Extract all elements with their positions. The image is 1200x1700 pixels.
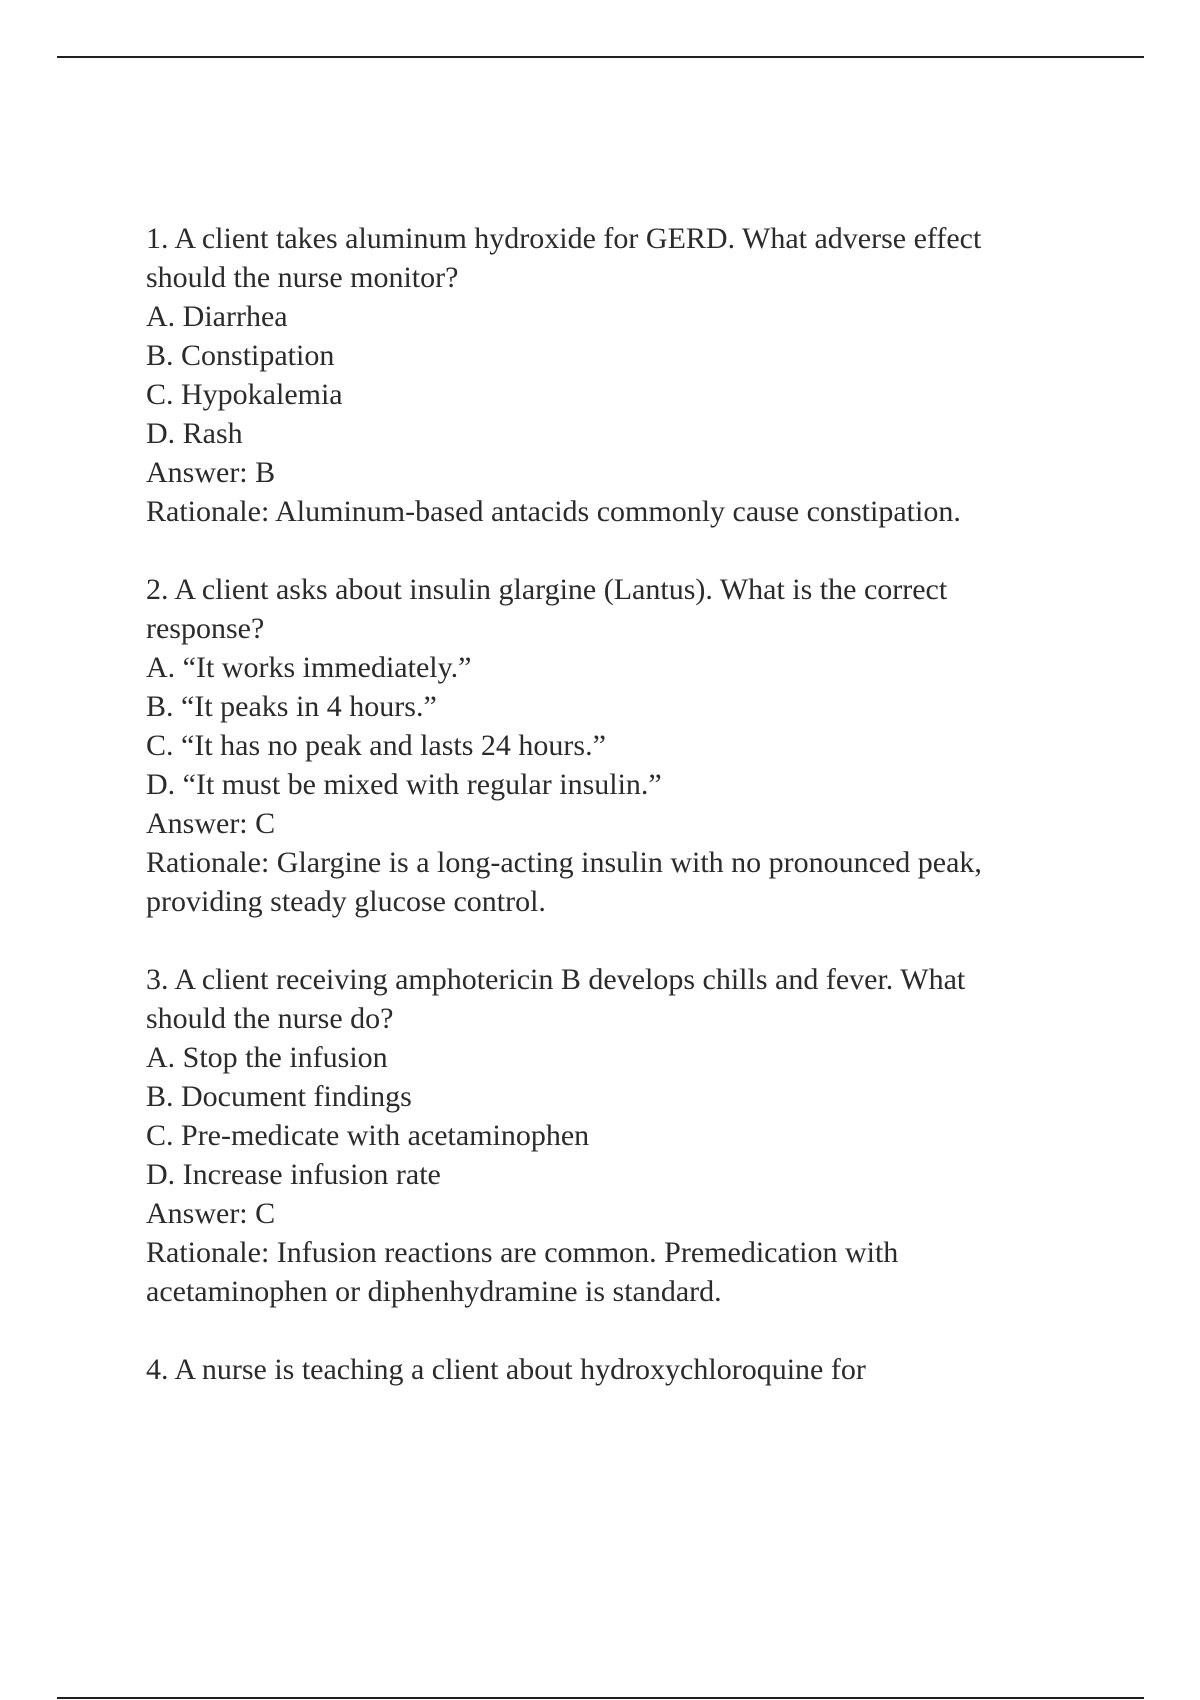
rationale: Rationale: Infusion reactions are common. Premedication with acetaminophen or diphenhydramine is standard.: [146, 1236, 899, 1308]
question-prompt: 3. A client receiving amphotericin B develops chills and fever. What should the nurse do?: [146, 963, 966, 1035]
question-prompt-partial: 4. A nurse is teaching a client about hydroxychloroquine for: [146, 1353, 866, 1386]
option-a: A. Stop the infusion: [146, 1041, 388, 1074]
option-d: D. Increase infusion rate: [146, 1158, 441, 1191]
option-c: C. Hypokalemia: [146, 378, 343, 411]
answer: Answer: C: [146, 1197, 276, 1230]
option-c: C. “It has no peak and lasts 24 hours.”: [146, 729, 606, 762]
answer: Answer: B: [146, 456, 276, 489]
option-a: A. “It works immediately.”: [146, 651, 472, 684]
option-b: B. “It peaks in 4 hours.”: [146, 690, 437, 723]
question-2: [146, 570, 1006, 921]
option-d: D. Rash: [146, 417, 243, 450]
option-b: B. Document findings: [146, 1080, 412, 1113]
question-prompt: 1. A client takes aluminum hydroxide for GERD. What adverse effect should the nurse monitor?: [146, 222, 982, 294]
option-d: D. “It must be mixed with regular insulin.”: [146, 768, 662, 801]
question-prompt: 2. A client asks about insulin glargine (Lantus). What is the correct response?: [146, 573, 948, 645]
answer: Answer: C: [146, 807, 276, 840]
option-b: B. Constipation: [146, 339, 335, 372]
rationale: Rationale: Aluminum-based antacids commonly cause constipation.: [146, 495, 961, 528]
question-1: [146, 219, 1006, 531]
rationale: Rationale: Glargine is a long-acting insulin with no pronounced peak, providing steady glucose control.: [146, 846, 982, 918]
question-list: [146, 219, 1006, 1428]
top-rule: [57, 56, 1144, 58]
question-4: [146, 1350, 1006, 1389]
bottom-rule: [57, 1697, 1144, 1699]
question-3: [146, 960, 1006, 1311]
option-c: C. Pre-medicate with acetaminophen: [146, 1119, 590, 1152]
option-a: A. Diarrhea: [146, 300, 288, 333]
